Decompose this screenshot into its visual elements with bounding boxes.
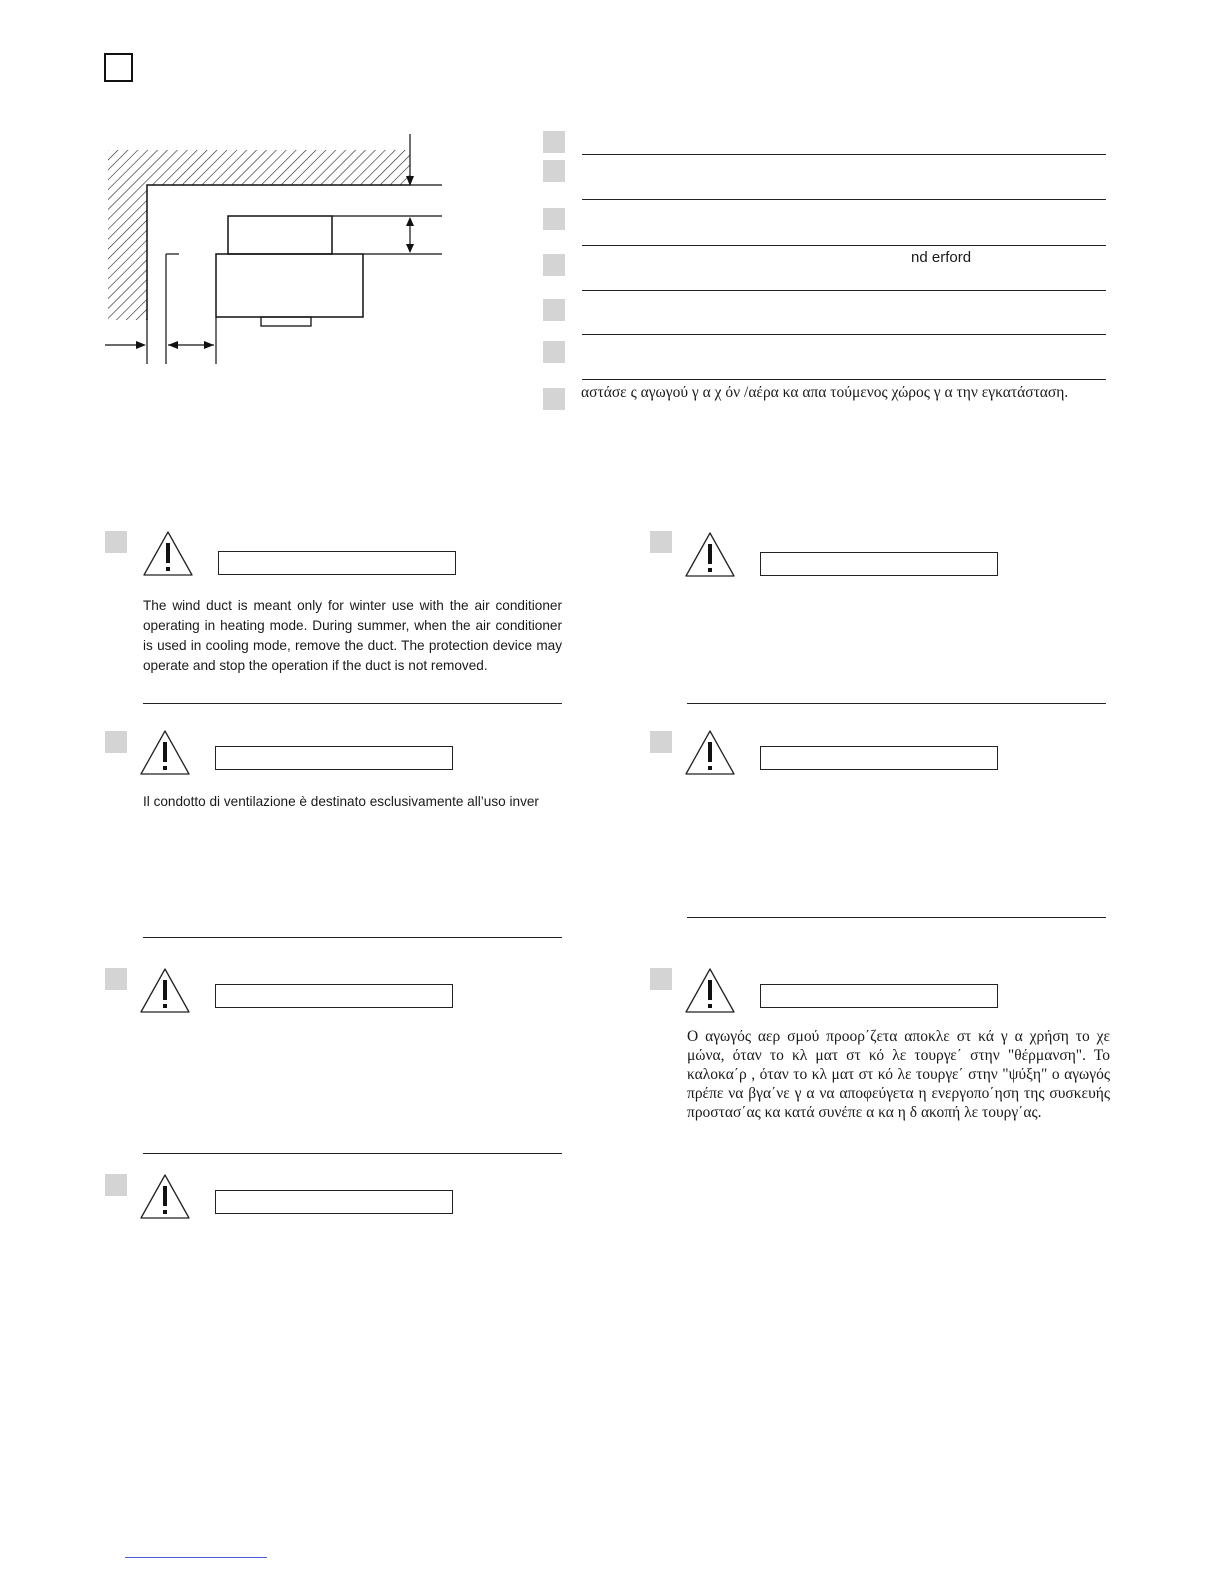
legend-number-3	[543, 208, 565, 230]
note-number	[105, 968, 127, 990]
legend-number-4	[543, 254, 565, 276]
note-greek-text: Ο αγωγός αερ σμού προορ΄ζετα αποκλε στ κά γ α χρήση το χε μώνα, όταν το κλ ματ στ κό λε τουργε΄ στην "θέρμανση". Το καλοκα΄ρ , όταν το κλ ματ στ κό λε τουργε΄ στην "ψύξη" ο αγωγός πρέπε να βγα΄νε γ α να αποφεύγετα η ενεργοπο΄ηση της συσκευής προστασ΄ας κα κατά συνέπε α κα η δ ακοπή λε τουργ΄ας.	[687, 1028, 1110, 1121]
note-label-box	[760, 746, 998, 770]
note-number	[105, 1174, 127, 1196]
note-label-box	[215, 746, 453, 770]
legend-rule	[582, 290, 1106, 291]
legend-number-2	[543, 160, 565, 182]
note-number	[105, 731, 127, 753]
legend-rule	[582, 154, 1106, 155]
note-english-text: The wind duct is meant only for winter use with the air conditioner operating in heating mode. During summer, when the air conditioner is used in cooling mode, remove the duct. The protection device may operate and stop the operation if the duct is not removed.	[143, 598, 562, 673]
warning-icon	[683, 966, 737, 1016]
legend-rule	[582, 379, 1106, 380]
legend-number-6	[543, 341, 565, 363]
page-corner-marker	[104, 53, 133, 82]
legend-item-4: nd erford	[911, 249, 972, 266]
wall-hatch	[108, 150, 410, 320]
legend-rule	[582, 199, 1106, 200]
note-label-box	[760, 552, 998, 576]
note-label-box	[215, 984, 453, 1008]
note-label-box	[215, 1190, 453, 1214]
air-conditioner-unit	[216, 254, 363, 317]
installation-clearance-diagram	[100, 128, 450, 370]
duct-box	[228, 216, 332, 254]
legend-rule	[582, 245, 1106, 246]
legend-number-5	[543, 299, 565, 321]
warning-icon	[683, 728, 737, 778]
legend-number-1	[543, 131, 565, 153]
note-number	[650, 731, 672, 753]
wall-edge	[147, 185, 410, 320]
warning-icon	[683, 530, 737, 580]
legend-item-7-greek: αστάσε ς αγωγού γ α χ όν /αέρα κα απα τούμενος χώρος γ α την εγκατάσταση.	[581, 384, 1069, 401]
section-rule	[687, 703, 1106, 704]
legend-rule	[582, 334, 1106, 335]
note-italian-text: Il condotto di ventilazione è destinato esclusivamente all’uso inver	[143, 794, 539, 809]
section-rule	[143, 703, 562, 704]
note-number	[650, 531, 672, 553]
warning-icon	[138, 966, 192, 1016]
warning-icon	[141, 529, 195, 579]
warning-icon	[138, 1172, 192, 1222]
note-label-box	[218, 551, 456, 575]
note-number	[105, 531, 127, 553]
section-rule	[143, 937, 562, 938]
section-rule	[143, 1153, 562, 1154]
legend-number-7	[543, 388, 565, 410]
footer-link-underline	[125, 1557, 267, 1558]
note-number	[650, 968, 672, 990]
section-rule	[687, 917, 1106, 918]
note-label-box	[760, 984, 998, 1008]
warning-icon	[138, 728, 192, 778]
